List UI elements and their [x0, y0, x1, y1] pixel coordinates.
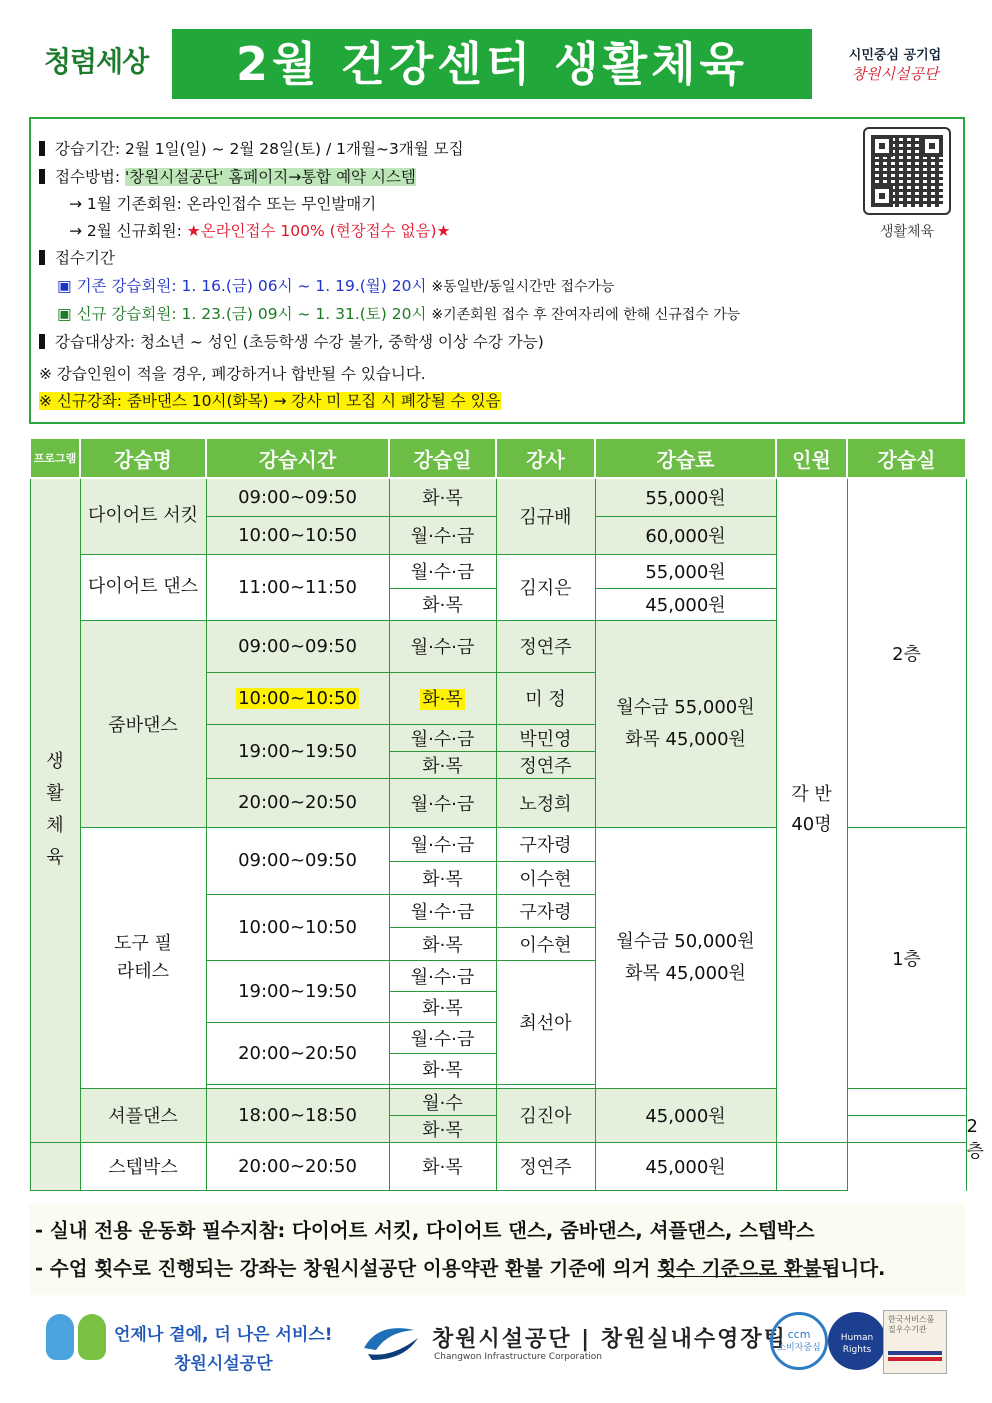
class-day: 월·수·금 [389, 894, 496, 927]
room-cell: 2층 [847, 478, 966, 827]
page-footer [0, 1300, 992, 1403]
table-row [30, 478, 966, 516]
info-target: 강습대상자: 청소년 ~ 성인 (초등학생 수강 불가, 중학생 이상 수강 가능) [39, 330, 544, 352]
bullet-icon [39, 250, 45, 265]
class-fee: 60,000원 [595, 516, 776, 554]
table-row [30, 1142, 966, 1190]
class-fee: 55,000원 [595, 554, 776, 588]
reservation-system-link: '창원시설공단' 홈페이지→통합 예약 시스템 [125, 168, 416, 186]
schedule-table [29, 437, 984, 1191]
page-header [0, 0, 992, 110]
class-name: 줌바댄스 [80, 620, 206, 827]
class-day: 월·수·금 [389, 960, 496, 991]
program-cell: 생활체육 [30, 478, 80, 1142]
info-period: 강습기간: 2월 1일(일) ~ 2월 28일(토) / 1개월~3개월 모집 [39, 137, 464, 159]
footer-slogan: 언제나 곁에, 더 나은 서비스! 창원시설공단 [114, 1325, 333, 1374]
class-day: 월·수·금 [389, 724, 496, 751]
instructor: 최선아 [496, 960, 595, 1084]
badge-stripe [888, 1351, 942, 1355]
col-header-program: 프로그램 [30, 438, 80, 478]
program-cont [30, 1142, 80, 1190]
page-title: 2월 건강센터 생활체육 [172, 29, 812, 99]
class-day: 화·목 [389, 861, 496, 894]
class-day: 월·수·금 [389, 554, 496, 588]
instructor: 정연주 [496, 751, 595, 778]
bullet-icon [39, 334, 45, 349]
class-day: 월·수·금 [389, 620, 496, 672]
corporation-mark-icon [358, 1318, 424, 1366]
instructor: 정연주 [496, 1142, 595, 1190]
capacity-cont [847, 1088, 966, 1115]
capacity-cont [847, 1115, 966, 1142]
instructor: 미 정 [496, 672, 595, 724]
qr-finder [871, 185, 893, 207]
col-header-day: 강습일 [389, 438, 496, 478]
class-fee: 55,000원 [595, 478, 776, 516]
class-day: 화·목 [389, 588, 496, 620]
class-time: 10:00~10:50 [206, 894, 389, 960]
class-time: 20:00~20:50 [206, 778, 389, 827]
class-time: 09:00~09:50 [206, 620, 389, 672]
class-name: 다이어트 서킷 [80, 478, 206, 554]
class-name: 다이어트 댄스 [80, 554, 206, 620]
class-name: 셔플댄스 [80, 1088, 206, 1142]
col-header-capacity: 인원 [776, 438, 847, 478]
table-row: 셔플댄스 18:00~18:50 월·수 김진아 45,000원 2층 [30, 1088, 966, 1115]
col-header-fee: 강습료 [595, 438, 776, 478]
col-header-name: 강습명 [80, 438, 206, 478]
note-shoes: - 실내 전용 운동화 필수지참: 다이어트 서킷, 다이어트 댄스, 줌바댄스, 셔플댄스, 스텝박스 [35, 1219, 815, 1242]
corporation-logo [830, 44, 960, 84]
info-notice-closing: ※ 강습인원이 적을 경우, 폐강하거나 합반될 수 있습니다. [39, 365, 426, 383]
footer-corporation-name: 창원시설공단 | 창원실내수영장팀 [432, 1327, 787, 1352]
instructor: 박민영 [496, 724, 595, 751]
qr-code[interactable] [863, 127, 951, 215]
class-day: 화·목 [389, 751, 496, 778]
class-name: 스텝박스 [80, 1142, 206, 1190]
class-fee: 45,000원 [595, 588, 776, 620]
class-time: 10:00~10:50 [206, 516, 389, 554]
room-cell: 1층 [847, 827, 966, 1088]
class-day: 월·수 [389, 1088, 496, 1115]
instructor: 구자령 [496, 827, 595, 861]
note-refund: - 수업 횟수로 진행되는 강좌는 창원시설공단 이용약관 환불 기준에 의거 횟수 기준으로 환불됩니다. [35, 1257, 886, 1280]
ccm-badge-icon: ccm 소비자중심 [770, 1312, 828, 1370]
corporation-name-logo: 창원시설공단 [851, 65, 939, 83]
col-header-time: 강습시간 [206, 438, 389, 478]
class-fee: 월수금 55,000원 화목 45,000원 [595, 620, 776, 827]
class-time: 19:00~19:50 [206, 724, 389, 778]
corporation-tagline: 시민중심 공기업 [848, 48, 942, 63]
class-fee: 45,000원 [595, 1088, 776, 1142]
capacity-cell: 각 반 40명 [776, 478, 847, 1142]
class-day: 월·수·금 [389, 1022, 496, 1053]
info-existing-member: → 1월 기존회원: 온라인접수 또는 무인발매기 [69, 195, 377, 213]
bullet-icon [39, 141, 45, 156]
bullet-icon [39, 169, 45, 184]
qr-pattern [871, 135, 943, 207]
instructor: 김규배 [496, 478, 595, 554]
instructor: 이수현 [496, 927, 595, 960]
class-time: 20:00~20:50 [206, 1022, 389, 1084]
human-rights-badge-icon: Human Rights [828, 1312, 886, 1370]
info-box [29, 117, 965, 424]
table-header-row [30, 438, 966, 478]
class-day: 화·목 [389, 1053, 496, 1084]
class-day: 월·수·금 [389, 516, 496, 554]
integrity-logo: 청렴세상 [44, 45, 149, 78]
info-new-member: → 2월 신규회원: ★온라인접수 100% (현장접수 없음)★ [69, 222, 451, 240]
notes-box [29, 1203, 965, 1295]
info-notice-new-class: ※ 신규강좌: 줌바댄스 10시(화목) → 강사 미 모집 시 폐강될 수 있음 [39, 392, 501, 410]
info-new-period: ▣ 신규 강습회원: 1. 23.(금) 09시 ~ 1. 31.(토) 20시 ※기존회원 접수 후 잔여자리에 한해 신규접수 가능 [57, 305, 741, 323]
class-time: 09:00~09:50 [206, 478, 389, 516]
info-existing-period: ▣ 기존 강습회원: 1. 16.(금) 06시 ~ 1. 19.(월) 20시 ※동일반/동일시간만 접수가능 [57, 277, 615, 295]
class-day: 화·목 [389, 991, 496, 1022]
col-header-instructor: 강사 [496, 438, 595, 478]
qr-finder [871, 135, 893, 157]
instructor: 구자령 [496, 894, 595, 927]
class-time: 18:00~18:50 [206, 1088, 389, 1142]
class-time: 20:00~20:50 [206, 1142, 389, 1190]
class-time: 19:00~19:50 [206, 960, 389, 1022]
class-day: 화·목 [389, 1142, 496, 1190]
qr-label: 생활체육 [879, 224, 935, 240]
info-reception-title: 접수기간 [39, 246, 115, 268]
class-fee: 월수금 50,000원 화목 45,000원 [595, 827, 776, 1088]
service-quality-badge-icon: 한국서비스품질우수기관 [883, 1310, 947, 1374]
class-day: 화·목 [389, 927, 496, 960]
class-fee: 45,000원 [595, 1142, 776, 1190]
class-day: 화·목 [389, 1115, 496, 1142]
col-header-room: 강습실 [847, 438, 966, 478]
qr-finder [921, 135, 943, 157]
instructor: 정연주 [496, 620, 595, 672]
instructor: 김지은 [496, 554, 595, 620]
class-day: 월·수·금 [389, 827, 496, 861]
class-day: 화·목 [389, 672, 496, 724]
class-name: 도구 필라테스 [80, 827, 206, 1088]
class-day: 월·수·금 [389, 778, 496, 827]
footer-corporation-english: Changwon Infrastructure Corporation [434, 1352, 602, 1362]
class-time: 09:00~09:50 [206, 827, 389, 894]
class-time: 10:00~10:50 [206, 672, 389, 724]
instructor: 이수현 [496, 861, 595, 894]
class-time: 11:00~11:50 [206, 554, 389, 620]
mascot-icon [46, 1314, 74, 1360]
instructor: 김진아 [496, 1088, 595, 1142]
badge-stripe [888, 1357, 942, 1361]
info-method: 접수방법: '창원시설공단' 홈페이지→통합 예약 시스템 [39, 165, 416, 187]
mascot-icon [78, 1314, 106, 1360]
class-day: 화·목 [389, 478, 496, 516]
instructor: 노정희 [496, 778, 595, 827]
capacity-cont [776, 1142, 847, 1190]
